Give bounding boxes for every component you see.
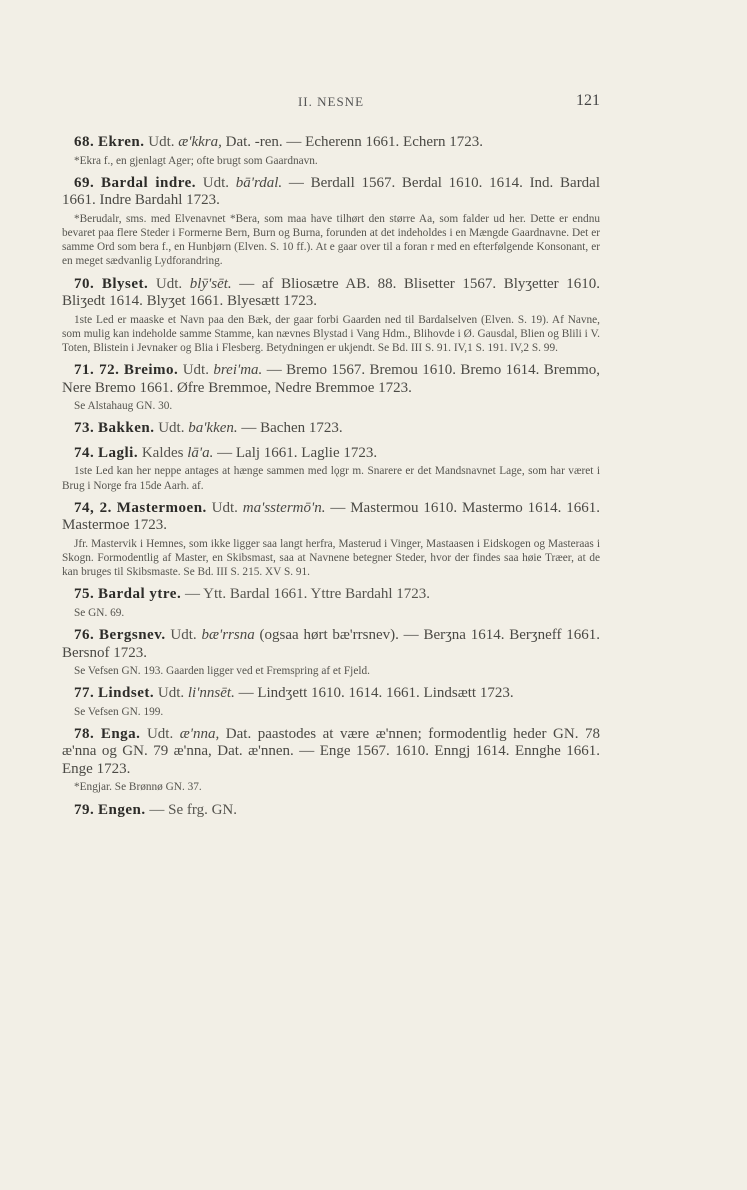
entry-headword: Bergsnev. [99, 627, 166, 644]
entry-number: 75. [74, 586, 95, 603]
page-header [62, 94, 600, 118]
entry-note: Se Vefsen GN. 199. [74, 705, 164, 718]
entry-main-text [62, 627, 600, 662]
entry-number: 76. [74, 627, 95, 644]
entry-note: *Berudalr, sms. med Elvenavnet *Bera, som maa have tilhørt den større Aa, som falder ud her. Dette er endnu bevaret paa flere Steder i Formerne Bern, Burn og Burna, forunden at det indeholdes i en Mængde Gaardnavne. Det er samme Ord som bera f., en Hunbjørn (Elven. S. 10 ff.). At e gaar over til a foran r med en efterfølgende Konsonant, er en meget sædvanlig Lydforandring. [62, 212, 600, 268]
entries-list [62, 134, 600, 826]
entry-main-text [62, 586, 600, 604]
entry-text: Udt. [178, 362, 214, 379]
entry-main-text [62, 500, 600, 535]
entry-text: — Se frg. GN. [145, 801, 237, 818]
entry-headword: Mastermoen. [116, 499, 207, 516]
entry-pronunciation: ba'kken. [188, 420, 238, 437]
entry-text-rest: — Bremo 1567. Bremou 1610. Bremo 1614. Bremmo, Nere Bremo 1661. Øfre Bremmoe, Nedre Bremmoe 1723. [62, 362, 601, 396]
entry-headword: Bakken. [98, 420, 155, 437]
entry-headword: Ekren. [98, 134, 145, 150]
dictionary-entry [62, 445, 600, 493]
entry-main-text [62, 362, 600, 397]
entry-main-text [62, 445, 600, 463]
page-number: 121 [576, 92, 600, 109]
dictionary-entry [62, 175, 600, 269]
entry-number: 70. [74, 275, 95, 292]
entry-note: Se GN. 69. [74, 606, 125, 619]
dictionary-entry [62, 420, 600, 438]
entry-text: Kaldes [138, 444, 188, 461]
entry-text: Udt. [148, 275, 190, 292]
entry-number: 77. [74, 685, 95, 702]
entry-text: Udt. [144, 134, 179, 150]
entry-number: 74, 2. [74, 499, 112, 516]
dictionary-entry [62, 362, 600, 413]
entry-main-text [62, 726, 600, 779]
entry-headword: Bardal indre. [100, 174, 197, 191]
entry-main-text [62, 802, 600, 820]
entry-text-rest: — Berdall 1567. Berdal 1610. 1614. Ind. Bardal 1661. Indre Bardahl 1723. [62, 174, 601, 209]
entry-headword: Engen. [98, 801, 146, 818]
entry-text: Udt. [154, 685, 188, 702]
entry-pronunciation: æ'kkra, [178, 134, 222, 150]
entry-headword: Enga. [100, 725, 141, 742]
entry-text-rest: (ogsaa hørt bæ'rrsnev). — Berʒna 1614. Berʒneff 1661. Bersnof 1723. [62, 627, 600, 661]
entry-note: Se Alstahaug GN. 30. [74, 400, 173, 413]
entry-main-text [62, 134, 600, 152]
entry-text-rest: Dat. -ren. — Echerenn 1661. Echern 1723. [221, 134, 484, 150]
entry-number: 79. [74, 801, 95, 818]
entry-pronunciation: bæ'rrsna [201, 627, 255, 644]
entry-note: Jfr. Mastervik i Hemnes, som ikke ligger saa langt herfra, Masterud i Vinger, Mastaasen i Eidskogen og Masteraas i Skogn. Formodentlig af Master, en Skibsmast, saa at Navnene betegner Steder, hvor der findes saa høie Træer, at de kan bruges til Skibsmaste. Se Bd. III S. 215. XV S. 91. [62, 537, 600, 579]
entry-main-text [62, 276, 600, 311]
entry-headword: Blyset. [101, 275, 149, 292]
dictionary-entry [62, 726, 600, 795]
running-title: II. NESNE [297, 94, 365, 109]
dictionary-entry [62, 134, 600, 168]
dictionary-entry [62, 627, 600, 678]
entry-number: 74. [74, 444, 95, 461]
entry-number: 69. [74, 174, 95, 191]
entry-pronunciation: li'nnsēt. [187, 685, 235, 702]
entry-number: 71. 72. [74, 362, 120, 379]
entry-note: Se Vefsen GN. 193. Gaarden ligger ved et Fremspring af et Fjeld. [74, 665, 370, 678]
entry-text: Udt. [154, 420, 189, 437]
entry-main-text [62, 685, 600, 703]
entry-main-text [62, 420, 600, 438]
entry-pronunciation: bā'rdal. [235, 174, 283, 191]
entry-text: Udt. [165, 627, 202, 644]
entry-text: Udt. [196, 174, 236, 191]
entry-headword: Lindset. [98, 685, 155, 702]
dictionary-entry [62, 685, 600, 719]
entry-pronunciation: brei'ma. [213, 362, 263, 379]
entry-headword: Bardal ytre. [98, 586, 182, 603]
entry-pronunciation: ma'sstermō'n. [242, 499, 326, 516]
entry-text: Udt. [206, 499, 243, 516]
entry-text-rest: — Mastermou 1610. Mastermo 1614. 1661. Mastermoe 1723. [62, 499, 601, 534]
dictionary-entry [62, 802, 600, 820]
entry-headword: Breimo. [123, 362, 179, 379]
entry-text: Udt. [140, 725, 180, 742]
entry-number: 78. [74, 725, 95, 742]
entry-text-rest: — af Bliosætre AB. 88. Blisetter 1567. Blyʒetter 1610. Bliʒedt 1614. Blyʒet 1661. Blyesætt 1723. [62, 275, 601, 310]
entry-text-rest: Dat. paastodes at være æ'nnen; formodentlig heder GN. 78 æ'nna og GN. 79 æ'nna, Dat. æ'nnen. — Enge 1567. 1610. Enngj 1614. Ennghe 1661. Enge 1723. [62, 725, 601, 777]
dictionary-entry [62, 586, 600, 620]
entry-headword: Lagli. [98, 444, 139, 461]
entry-text-rest: — Lalj 1661. Laglie 1723. [213, 444, 378, 461]
entry-note: *Ekra f., en gjenlagt Ager; ofte brugt som Gaardnavn. [74, 154, 318, 167]
entry-number: 73. [74, 420, 95, 437]
entry-text: — Ytt. Bardal 1661. Yttre Bardahl 1723. [181, 586, 431, 603]
dictionary-entry [62, 500, 600, 580]
entry-pronunciation: lā'a. [187, 444, 214, 461]
entry-note: *Engjar. Se Brønnø GN. 37. [74, 781, 202, 794]
entry-note: 1ste Led kan her neppe antages at hænge sammen med lǫgr m. Snarere er det Mandsnavnet Lage, som har været i Brug i Norge fra 15de Aarh. af. [62, 465, 600, 492]
entry-pronunciation: blȳ'sēt. [189, 275, 232, 292]
entry-note: 1ste Led er maaske et Navn paa den Bæk, der gaar forbi Gaarden ned til Bardalselven (Elven. S. 19). Af Navne, som mulig kan indeholde samme Stamme, kan nævnes Blystad i Vang Hdm., Blihovde i Ø. Gausdal, Blien og Blili i V. Toten, Blistein i Jevnaker og Blia i Flesberg. Betydningen er ukjendt. Se Bd. III S. 91. IV,1 S. 191. IV,2 S. 99. [62, 313, 600, 354]
dictionary-entry [62, 276, 600, 356]
entry-pronunciation: æ'nna, [179, 725, 220, 742]
entry-text-rest: — Bachen 1723. [237, 420, 343, 437]
entry-main-text [62, 175, 600, 210]
entry-number: 68. [74, 134, 95, 150]
entry-text-rest: — Lindʒett 1610. 1614. 1661. Lindsætt 1723. [234, 685, 514, 702]
